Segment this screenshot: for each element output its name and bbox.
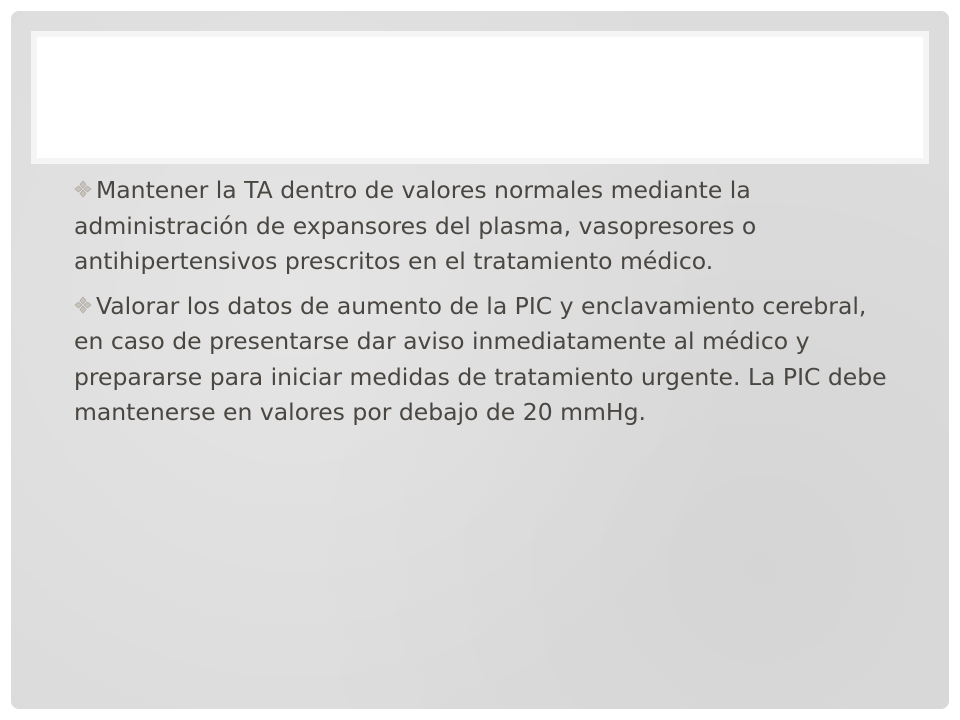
- bullet-text: Mantener la TA dentro de valores normales mediante la administración de expansores del plasma, vasopresores o antihipertensivos prescritos en el tratamiento médico.: [74, 176, 757, 275]
- bullet-text: Valorar los datos de aumento de la PIC y enclavamiento cerebral, en caso de presentarse dar aviso inmediatamente al médico y prepararse para iniciar medidas de tratamiento urgente. La PIC debe mantenerse en valores por debajo de 20 mmHg.: [74, 291, 887, 426]
- bullet-item: [61, 289, 901, 431]
- bullet-list: [61, 173, 901, 440]
- title-placeholder: [31, 31, 929, 164]
- bullet-item: [61, 173, 901, 280]
- four-diamond-icon: [74, 180, 92, 198]
- four-diamond-icon: [74, 296, 92, 314]
- slide: [11, 11, 949, 709]
